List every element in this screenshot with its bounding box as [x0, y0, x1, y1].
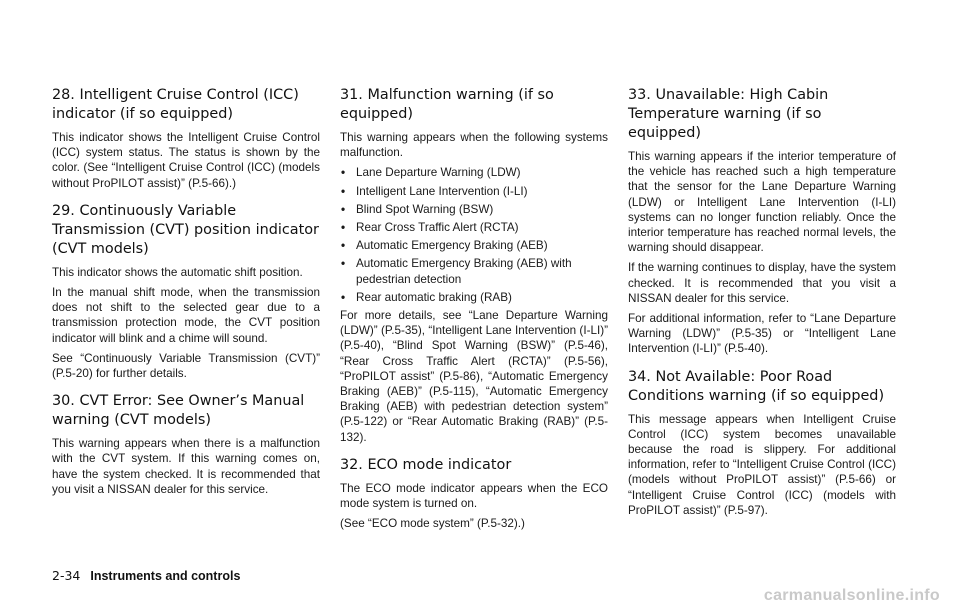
section-33	[628, 86, 896, 357]
section-heading: 30. CVT Error: See Owner’s Manual warning (CVT models)	[52, 393, 305, 429]
list-item: • Automatic Emergency Braking (AEB)	[341, 239, 548, 253]
page-number: 2-34	[52, 568, 81, 583]
section-heading: 33. Unavailable: High Cabin Temperature warning (if so equipped)	[628, 87, 829, 141]
column-middle	[340, 86, 608, 536]
section-31	[340, 86, 608, 445]
bullet-icon: •	[341, 221, 346, 235]
section-paragraph: This warning appears if the interior temperature of the vehicle has reached such a high temperature that the sensor for the Lane Departure Warning (LDW) or Intelligent Lane Intervention (I-LI) systems can no longer function reliably. Once the interior temperature has reached normal levels, the warning should disappear.	[628, 150, 896, 255]
section-paragraph: The ECO mode indicator appears when the ECO mode system is turned on.	[340, 481, 608, 511]
bullet-icon: •	[341, 257, 346, 271]
bullet-icon: •	[341, 166, 346, 180]
section-paragraph: This indicator shows the Intelligent Cruise Control (ICC) system status. The status is shown by the color. (See “Intelligent Cruise Control (ICC) (models without ProPILOT assist)” (P.5-66).)	[52, 131, 320, 190]
section-heading: 29. Continuously Variable Transmission (CVT) position indicator (CVT models)	[52, 202, 319, 257]
section-paragraph: This indicator shows the automatic shift position.	[52, 265, 303, 279]
bullet-icon: •	[341, 290, 346, 304]
list-item: • Automatic Emergency Braking (AEB) with pedestrian detection	[341, 257, 572, 286]
bullet-icon: •	[341, 202, 346, 216]
section-name: Instruments and controls	[90, 569, 241, 583]
section-paragraph: For more details, see “Lane Departure Warning (LDW)” (P.5-35), “Intelligent Lane Intervention (I-LI)” (P.5-40), “Blind Spot Warning (BSW)” (P.5-46), “Rear Cross Traffic Alert (RCTA)” (P.5-56), “ProPILOT assist” (P.5-86), “Automatic Emergency Braking (AEB)” (P.5-115), “Automatic Emergency Braking (AEB) with pedestrian detection system” (P.5-122) or “Rear Automatic Braking (RAB)” (P.5-132).	[340, 309, 608, 444]
column-right	[628, 86, 896, 523]
bullet-icon: •	[341, 239, 346, 253]
list-item: • Blind Spot Warning (BSW)	[341, 202, 494, 216]
list-item: • Lane Departure Warning (LDW)	[341, 166, 521, 180]
section-32	[340, 456, 608, 532]
section-paragraph: See “Continuously Variable Transmission (CVT)” (P.5-20) for further details.	[52, 351, 320, 381]
section-paragraph: This warning appears when there is a malfunction with the CVT system. If this warning comes on, have the system checked. It is recommended that you visit a NISSAN dealer for this service.	[52, 437, 320, 496]
bullet-icon: •	[341, 184, 346, 198]
section-paragraph: If the warning continues to display, have the system checked. It is recommended that you visit a NISSAN dealer for this service.	[628, 261, 896, 305]
section-34	[628, 368, 896, 518]
section-paragraph: In the manual shift mode, when the transmission does not shift to the selected gear due to a transmission protection mode, the CVT position indicator will blink and a chime will sound.	[52, 286, 320, 345]
section-heading: 31. Malfunction warning (if so equipped)	[340, 87, 554, 122]
page-footer	[52, 568, 240, 583]
section-paragraph: This warning appears when the following systems malfunction.	[340, 131, 608, 160]
column-left	[52, 86, 320, 502]
section-heading: 28. Intelligent Cruise Control (ICC) indicator (if so equipped)	[52, 87, 299, 122]
section-paragraph: For additional information, refer to “Lane Departure Warning (LDW)” (P.5-35) or “Intelligent Lane Intervention (I-LI)” (P.5-40).	[628, 312, 896, 356]
section-heading: 32. ECO mode indicator	[340, 456, 512, 473]
section-heading: 34. Not Available: Poor Road Conditions warning (if so equipped)	[628, 368, 885, 404]
watermark: carmanualsonline.info	[763, 587, 940, 604]
section-paragraph: (See “ECO mode system” (P.5-32).)	[340, 517, 525, 531]
list-item: • Rear Cross Traffic Alert (RCTA)	[341, 221, 519, 235]
section-paragraph: This message appears when Intelligent Cruise Control (ICC) system becomes unavailable because the road is slippery. For additional information, refer to “Intelligent Cruise Control (ICC) (models without ProPILOT assist)” (P.5-66) or “Intelligent Cruise Control (ICC) (models with ProPILOT assist)” (P.5-97).	[628, 412, 896, 517]
system-list	[340, 165, 608, 305]
list-item: • Rear automatic braking (RAB)	[341, 290, 512, 304]
section-29	[52, 202, 320, 381]
section-30	[52, 392, 320, 497]
section-28	[52, 86, 320, 191]
list-item: • Intelligent Lane Intervention (I-LI)	[341, 184, 528, 198]
